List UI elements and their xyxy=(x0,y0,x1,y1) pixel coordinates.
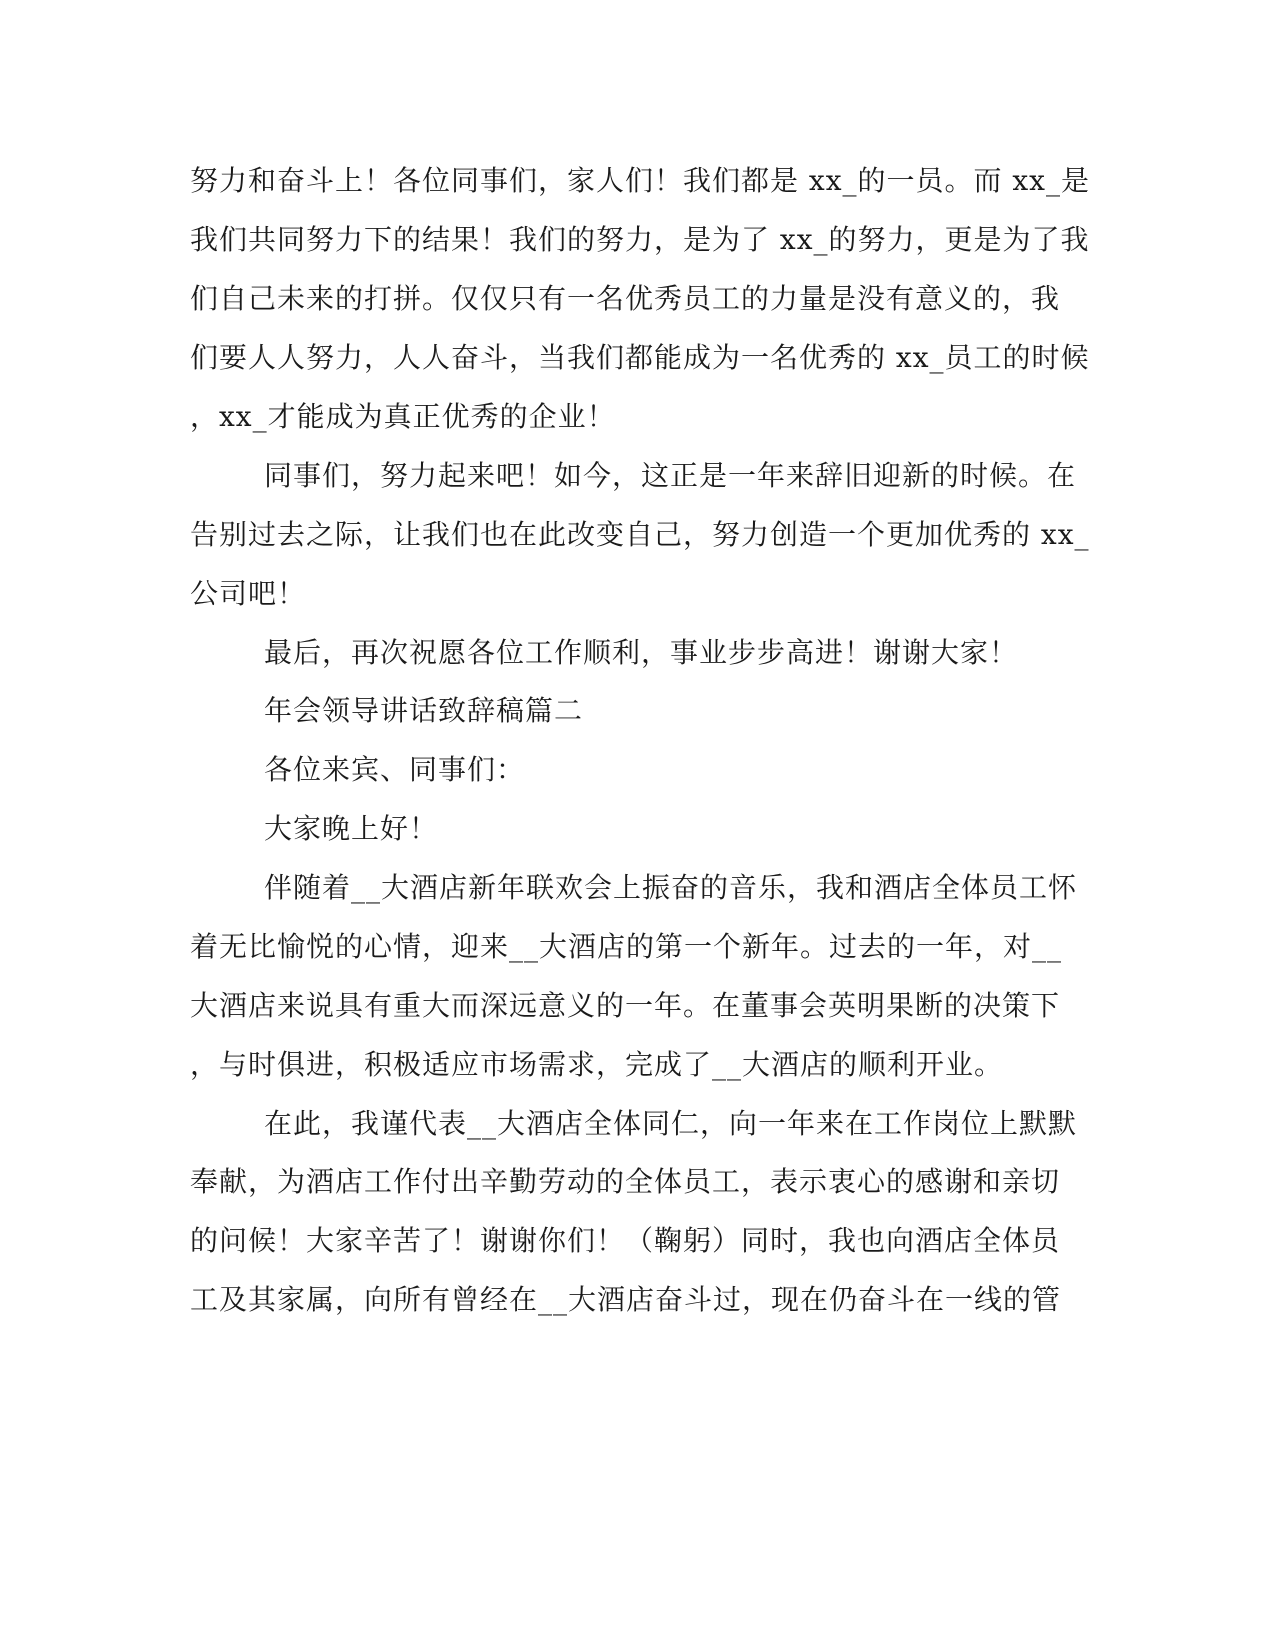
text-line: 们要人人努力，人人奋斗，当我们都能成为一名优秀的 xx_员工的时候 xyxy=(190,341,1090,374)
text-line: 同事们，努力起来吧！如今，这正是一年来辞旧迎新的时候。在 xyxy=(264,459,1077,492)
text-line: 公司吧！ xyxy=(190,577,307,610)
text-line: ，xx_才能成为真正优秀的企业！ xyxy=(190,400,616,433)
text-line: 奉献，为酒店工作付出辛勤劳动的全体员工，表示衷心的感谢和亲切 xyxy=(190,1165,1061,1198)
text-line: 工及其家属，向所有曾经在__大酒店奋斗过，现在仍奋斗在一线的管 xyxy=(190,1283,1062,1316)
text-line: 伴随着__大酒店新年联欢会上振奋的音乐，我和酒店全体员工怀 xyxy=(264,871,1078,904)
text-line: 努力和奋斗上！各位同事们，家人们！我们都是 xx_的一员。而 xx_是 xyxy=(190,164,1090,197)
text-line: 在此，我谨代表__大酒店全体同仁，向一年来在工作岗位上默默 xyxy=(264,1107,1078,1140)
salutation: 各位来宾、同事们： xyxy=(264,753,526,786)
greeting: 大家晚上好！ xyxy=(264,812,439,845)
text-line: 的问候！大家辛苦了！谢谢你们！（鞠躬）同时，我也向酒店全体员 xyxy=(190,1224,1061,1257)
text-line: 告别过去之际，让我们也在此改变自己，努力创造一个更加优秀的 xx_ xyxy=(190,518,1090,551)
section-heading: 年会领导讲话致辞稿篇二 xyxy=(264,694,584,727)
text-line: 最后，再次祝愿各位工作顺利，事业步步高进！谢谢大家！ xyxy=(264,636,1019,669)
text-line: 着无比愉悦的心情，迎来__大酒店的第一个新年。过去的一年，对__ xyxy=(190,930,1063,963)
text-line: 大酒店来说具有重大而深远意义的一年。在董事会英明果断的决策下 xyxy=(190,989,1061,1022)
text-line: ，与时俱进，积极适应市场需求，完成了__大酒店的顺利开业。 xyxy=(190,1048,1004,1081)
text-line: 们自己未来的打拼。仅仅只有一名优秀员工的力量是没有意义的，我 xyxy=(190,282,1061,315)
text-line: 我们共同努力下的结果！我们的努力，是为了 xx_的努力，更是为了我 xyxy=(190,223,1090,256)
